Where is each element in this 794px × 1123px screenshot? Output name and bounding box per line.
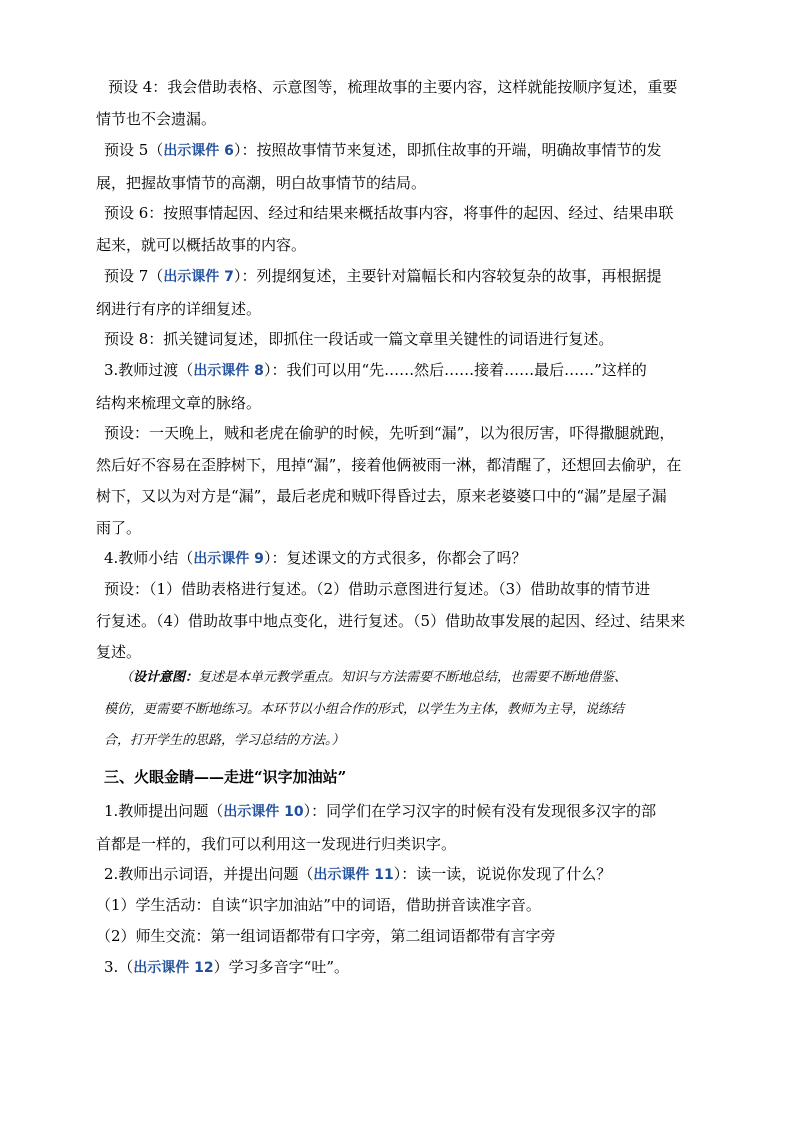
paragraph-story-preset: [96, 418, 744, 544]
text-line: 结构来梳理文章的脉络。: [96, 393, 262, 412]
paragraph-teacher-student-exchange: [96, 921, 716, 953]
courseware-cue: 出示课件 10: [223, 804, 304, 820]
text-line: 预设 6：按照事情起因、经过和结果来概括故事内容，将事件的起因、经过、结果串联: [104, 204, 674, 222]
text-line: （1）学生活动：自读“识字加油站”中的词语，借助拼音读准字音。: [96, 896, 541, 914]
text-fragment: ）：我们可以用“先……然后……接着……最后……”这样的: [263, 361, 647, 379]
text-fragment: ）：同学们在学习汉字的时候有没有发现很多汉字的部: [303, 802, 657, 820]
text-line: 预设：（1）借助表格进行复述。（2）借助示意图进行复述。（3）借助故事的情节进: [104, 580, 651, 598]
paragraph-polyphonic: [104, 952, 716, 985]
text-fragment: ）：按照故事情节来复述，即抓住故事的开端，明确故事情节的发: [233, 141, 662, 159]
courseware-cue: 出示课件 9: [193, 551, 264, 567]
text-line: 纲进行有序的详细复述。: [96, 299, 262, 318]
courseware-cue: 出示课件 7: [163, 269, 234, 285]
paragraph-preset-6: [96, 198, 716, 261]
text-fragment: 3.（: [104, 958, 134, 976]
courseware-cue: 出示课件 12: [133, 960, 214, 976]
text-line: 然后好不容易在歪脖树下，甩掉“漏”，接着他俩被雨一淋，都清醒了，还想回去偷驴，在: [96, 455, 682, 474]
text-line: 树下，又以为对方是“漏”，最后老虎和贼吓得昏过去，原来老婆婆口中的“漏”是屋子漏: [96, 487, 667, 505]
paragraph-question-1: [96, 796, 716, 860]
text-fragment: ）学习多音字“吐”。: [213, 958, 350, 976]
paragraph-preset-8: [104, 324, 716, 356]
text-fragment: （: [120, 670, 134, 685]
paragraph-teacher-summary: [104, 543, 716, 576]
text-fragment: 复述是本单元教学重点。知识与方法需要不断地总结，也需要不断地借鉴、: [198, 670, 628, 685]
text-fragment: 预设 7（: [104, 267, 164, 285]
section-heading: [104, 762, 716, 794]
paragraph-preset-7: [96, 261, 716, 325]
text-fragment: 2.教师出示词语，并提出问题（: [104, 865, 314, 883]
section-title: 三、火眼金睛——走进“识字加油站”: [104, 768, 347, 786]
text-fragment: ）：复述课文的方式很多，你都会了吗？: [263, 549, 527, 567]
text-fragment: ）：列提纲复述，主要针对篇幅长和内容较复杂的故事，再根据提: [233, 267, 662, 285]
text-line: 展，把握故事情节的高潮，明白故事情节的结局。: [96, 173, 427, 192]
text-line: 行复述。（4）借助故事中地点变化，进行复述。（5）借助故事发展的起因、经过、结果来: [96, 611, 686, 630]
text-line: 复述。: [96, 643, 142, 661]
courseware-cue: 出示课件 8: [193, 363, 264, 379]
paragraph-summary-preset: [96, 574, 716, 669]
text-line: 首都是一样的，我们可以利用这一发现进行归类识字。: [96, 834, 457, 853]
design-intent-note: [104, 662, 734, 757]
text-line: （2）师生交流：第一组词语都带有口字旁，第二组词语都带有言字旁: [96, 927, 556, 945]
text-line: 预设 4：我会借助表格、示意图等，梳理故事的主要内容，这样就能按顺序复述，重要: [108, 78, 678, 96]
text-line: 雨了。: [96, 518, 142, 537]
paragraph-student-activity: [96, 890, 716, 922]
text-fragment: 预设 5（: [104, 141, 164, 159]
text-line: 情节也不会遗漏。: [96, 109, 217, 128]
text-fragment: 1.教师提出问题（: [104, 802, 224, 820]
text-fragment: 4.教师小结（: [104, 549, 194, 567]
text-fragment: 3.教师过渡（: [104, 361, 194, 379]
text-line: 起来，就可以概括故事的内容。: [96, 235, 307, 254]
text-fragment: ）：读一读，说说你发现了什么？: [393, 865, 612, 883]
text-line: 预设：一天晚上，贼和老虎在偷驴的时候，先听到“漏”，以为很厉害，吓得撒腿就跑，: [104, 424, 675, 442]
text-line: 合，打开学生的思路，学习总结的方法。）: [104, 733, 345, 748]
text-line: 预设 8：抓关键词复述，即抓住一段话或一篇文章里关键性的词语进行复述。: [104, 330, 614, 348]
text-line: 模仿，更需要不断地练习。本环节以小组合作的形式，以学生为主体，教师为主导，说练结: [104, 701, 625, 717]
paragraph-preset-4: [96, 72, 716, 135]
paragraph-question-2: [104, 859, 716, 892]
courseware-cue: 出示课件 6: [163, 143, 234, 159]
design-intent-label: 设计意图：: [133, 670, 199, 685]
paragraph-teacher-transition: [96, 355, 716, 419]
courseware-cue: 出示课件 11: [313, 867, 394, 883]
paragraph-preset-5: [96, 135, 716, 199]
